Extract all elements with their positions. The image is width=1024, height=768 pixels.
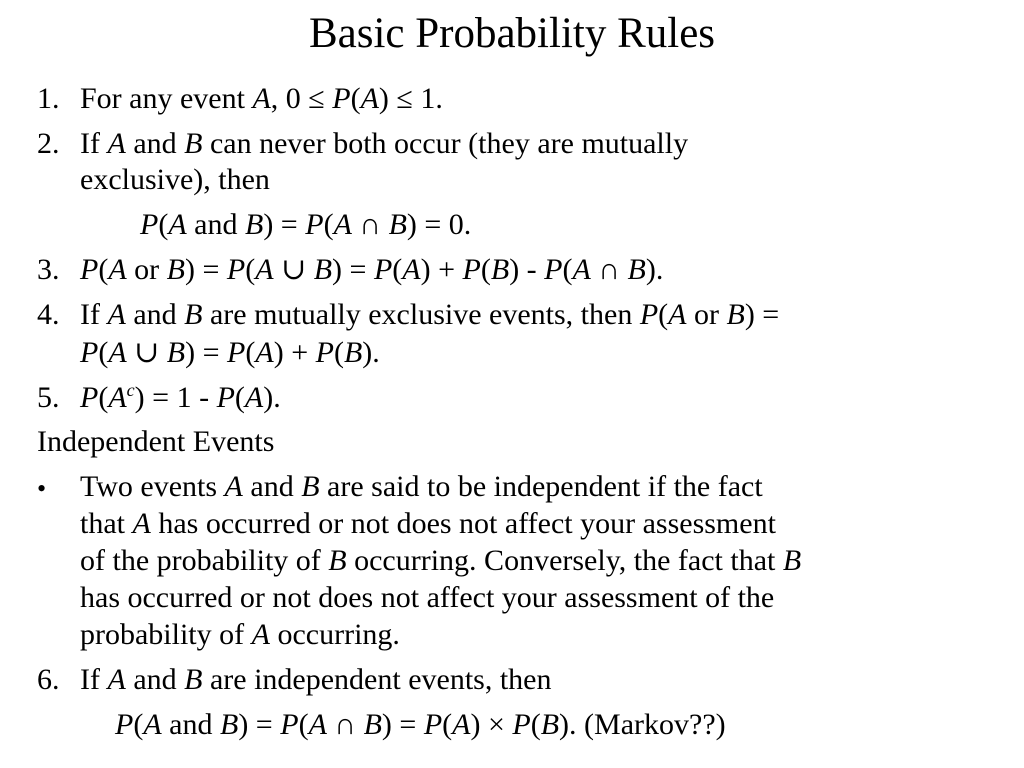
rule-2-text-line-2: exclusive), then (80, 163, 270, 196)
rule-2-number: 2. (37, 127, 60, 160)
rule-5-number: 5. (37, 381, 60, 414)
rule-6-number: 6. (37, 663, 60, 696)
rule-2-formula: P(A and B) = P(A ∩ B) = 0. (140, 208, 472, 241)
rule-4-text-line-2: P(A ∪ B) = P(A) + P(B). (80, 336, 380, 369)
bullet-text-line-1: Two events A and B are said to be independent if the fact (80, 470, 763, 503)
rule-3-text: P(A or B) = P(A ∪ B) = P(A) + P(B) - P(A ∩ B). (80, 253, 664, 286)
rule-6-text: If A and B are independent events, then (80, 663, 552, 696)
bullet-text-line-4: has occurred or not does not affect your assessment of the (80, 581, 775, 614)
section-heading: Independent Events (37, 425, 275, 458)
bullet-icon: • (37, 474, 47, 503)
bullet-text-line-5: probability of A occurring. (80, 618, 400, 651)
rule-5-text: $P(A^c) = 1 - P(A)$. (80, 380, 281, 414)
rule-3-number: 3. (37, 253, 60, 286)
rule-1-number: 1. (37, 82, 60, 115)
bullet-text-line-2: that A has occurred or not does not affect your assessment (80, 507, 776, 540)
rule-4-text-line-1: If A and B are mutually exclusive events, then P(A or B) = (80, 298, 780, 331)
rule-2-text-line-1: If A and B can never both occur (they are mutually (80, 127, 689, 160)
rule-6-formula: P(A and B) = P(A ∩ B) = P(A) × P(B). (Markov??) (115, 708, 726, 741)
bullet-text-line-3: of the probability of B occurring. Conversely, the fact that B (80, 544, 802, 577)
rule-1-text: For any event A, 0 ≤ P(A) ≤ 1. (80, 82, 443, 115)
slide-title: Basic Probability Rules (308, 10, 716, 57)
rule-4-number: 4. (37, 298, 60, 331)
